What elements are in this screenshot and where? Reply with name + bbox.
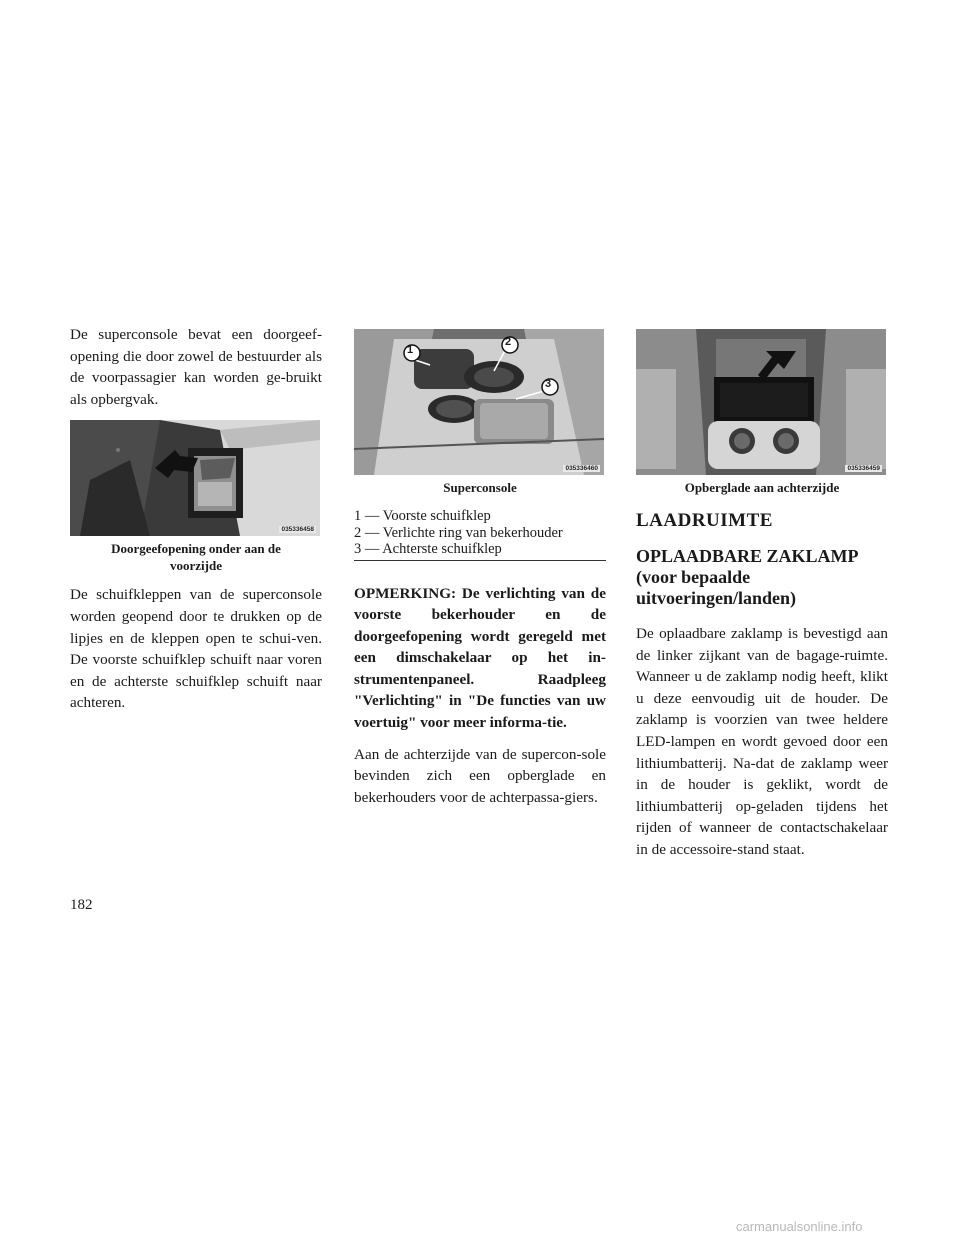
callout-number: 2 [505, 336, 512, 348]
legend-item: 3 — Achterste schuifklep [354, 541, 502, 557]
figure-code: 035336459 [847, 465, 880, 472]
paragraph-sliding-doors: De schuifkleppen van de superconsole worden geopend door te drukken op de lipjes en de kleppen open te schui-ven. De voorste schuifklep schuift naar voren en de achterste schuifklep schuift naar achteren. [70, 586, 322, 712]
figure-rear-storage-drawer [636, 329, 886, 475]
figure-pass-through-opening [70, 420, 320, 536]
figure-code: 035336460 [565, 465, 598, 472]
figure-caption: Doorgeefopening onder aan de voorzijde [111, 541, 281, 574]
paragraph-rechargeable-flashlight: De oplaadbare zaklamp is bevestigd aan de linker zijkant van de bagage-ruimte. Wanneer u de zaklamp nodig heeft, klikt u deze eenvoudig uit de houder. De zaklamp is voorzien van twee heldere LED-lampen en wordt gevoed door een lithiumbatterij. Na-dat de zaklamp weer in de houder is geklikt, wordt de lithiumbatterij op-geladen tijdens het rijden of wanneer de contactschakelaar in de accessoire-stand staat. [636, 625, 888, 858]
photo-pass-through-opening [70, 420, 320, 536]
section-title: LAADRUIMTE [636, 510, 773, 531]
watermark: carmanualsonline.info [736, 1219, 863, 1234]
note-lighting: OPMERKING: De verlichting van de voorste bekerhouder en de doorgeefopening wordt geregeld met een dimschakelaar op het in-strumentenpaneel. Raadpleeg "Verlichting" in "De functies van uw voertuig" voor meer informa-tie. [354, 584, 606, 732]
column-left [70, 324, 322, 724]
figure-superconsole [354, 329, 604, 475]
callout-number: 1 [407, 344, 414, 356]
paragraph-pass-through-opening: De superconsole bevat een doorgeef-opening die door zowel de bestuurder als de voorpassagier kan worden ge-bruikt als opbergvak. [70, 326, 322, 408]
photo-rear-storage-drawer [636, 329, 886, 475]
legend-item: 1 — Voorste schuifklep [354, 508, 491, 524]
figure-legend [354, 508, 606, 561]
column-right [636, 324, 888, 871]
figure-caption: Opberglade aan achterzijde [684, 480, 840, 495]
legend-item: 2 — Verlichte ring van bekerhouder [354, 524, 563, 541]
callout-number: 3 [545, 378, 552, 390]
page-number: 182 [70, 897, 93, 913]
photo-superconsole [354, 329, 604, 475]
column-middle [354, 324, 606, 818]
figure-code: 035336458 [281, 526, 314, 534]
subsection-title: OPLAADBARE ZAKLAMP (voor bepaalde uitvoeringen/landen) [636, 546, 859, 608]
paragraph-rear-storage: Aan de achterzijde van de supercon-sole bevinden zich een opberglade en bekerhouders voor de achterpassa-giers. [354, 745, 606, 806]
figure-caption: Superconsole [443, 480, 517, 495]
